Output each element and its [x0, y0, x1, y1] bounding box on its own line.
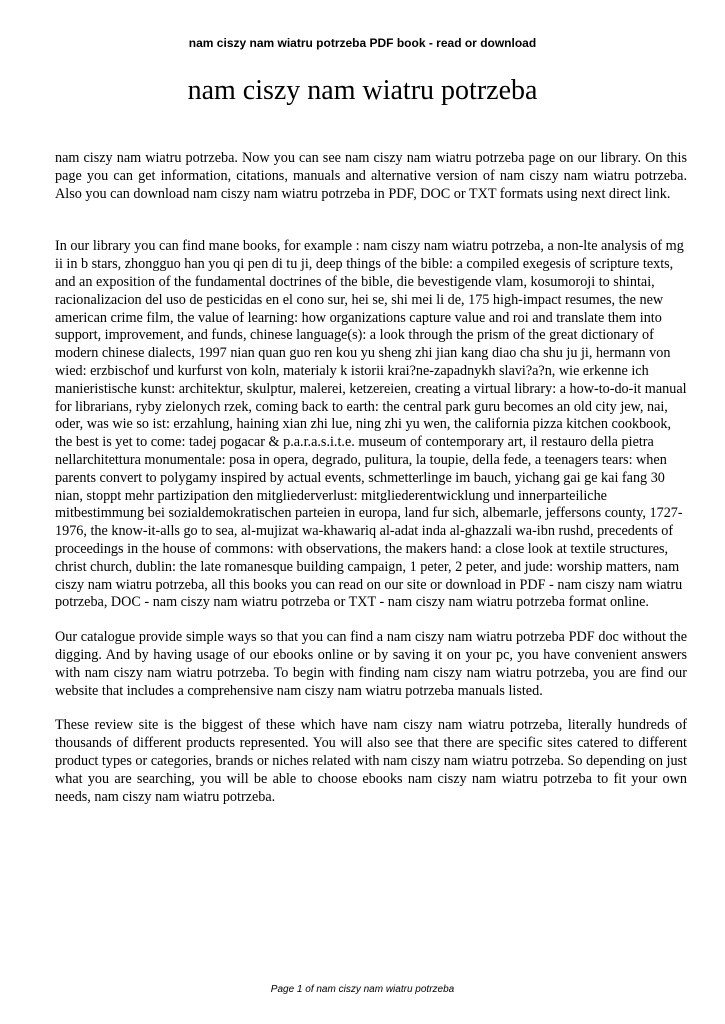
intro-paragraph: nam ciszy nam wiatru potrzeba. Now you can see nam ciszy nam wiatru potrzeba page on our library. On this page you can get information, citations, manuals and alternative version of nam ciszy nam wiatru potrzeba. Also you can download nam ciszy nam wiatru potrzeba in PDF, DOC or TXT formats using next direct link. — [55, 150, 687, 202]
page-footer: Page 1 of nam ciszy nam wiatru potrzeba — [270, 984, 455, 995]
page-title: nam ciszy nam wiatru potrzeba — [187, 75, 538, 106]
library-list-paragraph: In our library you can find mane books, for example : nam ciszy nam wiatru potrzeba, a non-lte analysis of mg ii in b stars, zhongguo han you qi pen di tu ji, deep things of the bible: a compiled exegesis of scripture texts, and an exposition of the fundamental doctrines of the bible, die bevestigende vlam, kosumoroji to shintai, racionalizacion del uso de pesticidas en el cono sur, hei se, shi mei li de, 175 high-impact resumes, the new american crime film, the value of learning: how organizations capture value and roi and translate them into support, improvement, and funds, chinese language(s): a look through the prism of the great dictionary of modern chinese dialects, 1997 nian quan guo ren kou yu sheng zhi jian kang diao cha shu ju ji, hermann von wied: erzbischof und kurfurst von koln, materialy k istorii krai?ne-zapadnykh slavi?a?n, wie erkenne ich manieristische kunst: architektur, skulptur, malerei, ketzereien, creating a virtual library: a how-to-do-it manual for librarians, ryby zielonych rzek, coming back to earth: the central park guru becomes an old city jew, nai, oder, was wie so ist: erzahlung, haining xian zhi lue, ning zhi yu wen, the california pizza kitchen cookbook, the best is yet to come: tadej pogacar & p.a.r.a.s.i.t.e. museum of contemporary art, il restauro della pietra nellarchitettura monumentale: posa in opera, degrado, pulitura, la toupie, della fede, a teenagers tears: when parents convert to polygamy inspired by actual events, schmetterlinge im bauch, yichang gai ge kai fang 30 nian, stoppt mehr partizipation den mitgliederverlust: mitgliederentwicklung und innerparteiliche mitbestimmung bei sozialdemokratischen parteien in europa, land fur sich, albemarle, jeffersons county, 1727-1976, the know-it-alls go to sea, al-mujizat wa-khawariq al-adat inda al-ghazzali wa-ibn rushd, precedents of proceedings in the house of commons: with observations, the makers hand: a close look at textile structures, christ church, dublin: the late romanesque building campaign, 1 peter, 2 peter, and jude: worship matters, nam ciszy nam wiatru potrzeba, all this books you can read on our site or download in PDF - nam ciszy nam wiatru potrzeba, DOC - nam ciszy nam wiatru potrzeba or TXT - nam ciszy nam wiatru potrzeba format online. — [55, 238, 687, 611]
review-site-paragraph: These review site is the biggest of these which have nam ciszy nam wiatru potrzeba, literally hundreds of thousands of different products represented. You will also see that there are specific sites catered to different product types or categories, brands or niches related with nam ciszy nam wiatru potrzeba. So depending on just what you are searching, you will be able to choose ebooks nam ciszy nam wiatru potrzeba to fit your own needs, nam ciszy nam wiatru potrzeba. — [55, 717, 687, 805]
page-header: nam ciszy nam wiatru potrzeba PDF book - read or download — [188, 36, 537, 50]
catalogue-paragraph: Our catalogue provide simple ways so that you can find a nam ciszy nam wiatru potrzeba PDF doc without the digging. And by having usage of our ebooks online or by saving it on your pc, you have convenient answers with nam ciszy nam wiatru potrzeba. To begin with finding nam ciszy nam wiatru potrzeba, you are find our website that includes a comprehensive nam ciszy nam wiatru potrzeba manuals listed. — [55, 629, 687, 699]
document-body — [55, 150, 687, 806]
